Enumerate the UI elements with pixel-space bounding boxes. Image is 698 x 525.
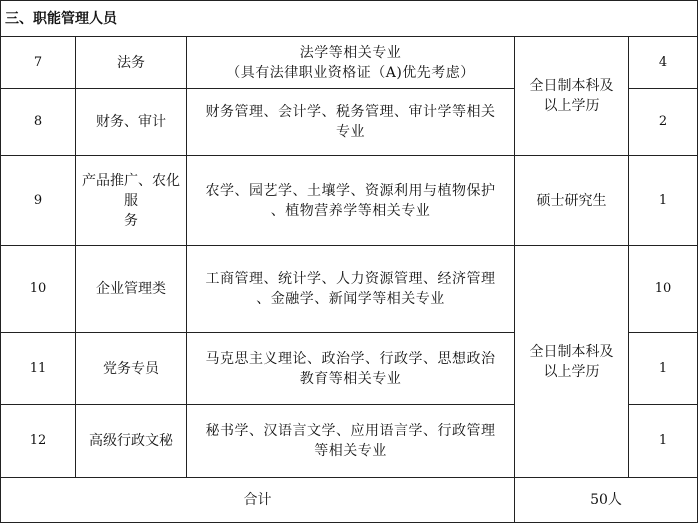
major-line: 财务管理、会计学、税务管理、审计学等相关 — [205, 104, 496, 120]
major-line: 法学等相关专业 — [299, 44, 402, 61]
section-header-row — [1, 1, 698, 37]
position-name: 财务、审计 — [76, 89, 187, 156]
education-line: 以上学历 — [543, 363, 600, 380]
total-value: 50人 — [515, 478, 698, 523]
headcount: 4 — [629, 37, 698, 89]
row-number: 10 — [1, 246, 76, 333]
major-line: 教育等相关专业 — [299, 370, 402, 387]
headcount: 1 — [629, 405, 698, 478]
total-row — [1, 478, 698, 523]
row-number: 7 — [1, 37, 76, 89]
major-line: 农学、园艺学、土壤学、资源利用与植物保护 — [205, 182, 496, 199]
row-number: 8 — [1, 89, 76, 156]
row-number: 12 — [1, 405, 76, 478]
major-requirement — [187, 246, 515, 333]
table-row — [1, 37, 698, 89]
major-requirement — [187, 333, 515, 405]
major-requirement — [187, 89, 515, 156]
major-requirement — [187, 37, 515, 89]
headcount: 10 — [629, 246, 698, 333]
education-line: 以上学历 — [543, 98, 600, 114]
education-line: 全日制本科及 — [529, 343, 614, 360]
education-requirement: 硕士研究生 — [515, 156, 629, 246]
total-label: 合计 — [1, 478, 515, 523]
education-requirement — [515, 37, 629, 156]
major-requirement — [187, 405, 515, 478]
position-line: 务 — [124, 212, 138, 229]
position-name: 高级行政文秘 — [76, 405, 187, 478]
row-number: 11 — [1, 333, 76, 405]
position-name — [76, 156, 187, 246]
position-line: 产品推广、农化服 — [82, 172, 180, 209]
position-name: 企业管理类 — [76, 246, 187, 333]
major-line: （具有法律职业资格证（A)优先考虑） — [226, 64, 475, 81]
table-row — [1, 246, 698, 333]
major-line: 、植物营养学等相关专业 — [270, 202, 431, 219]
major-line: 、金融学、新闻学等相关专业 — [256, 291, 445, 307]
table-row — [1, 156, 698, 246]
major-line: 等相关专业 — [314, 443, 387, 459]
section-title: 三、职能管理人员 — [1, 1, 698, 37]
major-requirement — [187, 156, 515, 246]
education-line: 全日制本科及 — [529, 78, 614, 94]
major-line: 秘书学、汉语言文学、应用语言学、行政管理 — [205, 423, 496, 439]
major-line: 马克思主义理论、政治学、行政学、思想政治 — [205, 350, 496, 367]
headcount: 2 — [629, 89, 698, 156]
major-line: 工商管理、统计学、人力资源管理、经济管理 — [205, 271, 496, 287]
position-name: 法务 — [76, 37, 187, 89]
major-line: 专业 — [336, 124, 365, 140]
headcount: 1 — [629, 333, 698, 405]
education-requirement — [515, 246, 629, 478]
headcount: 1 — [629, 156, 698, 246]
position-name: 党务专员 — [76, 333, 187, 405]
row-number: 9 — [1, 156, 76, 246]
